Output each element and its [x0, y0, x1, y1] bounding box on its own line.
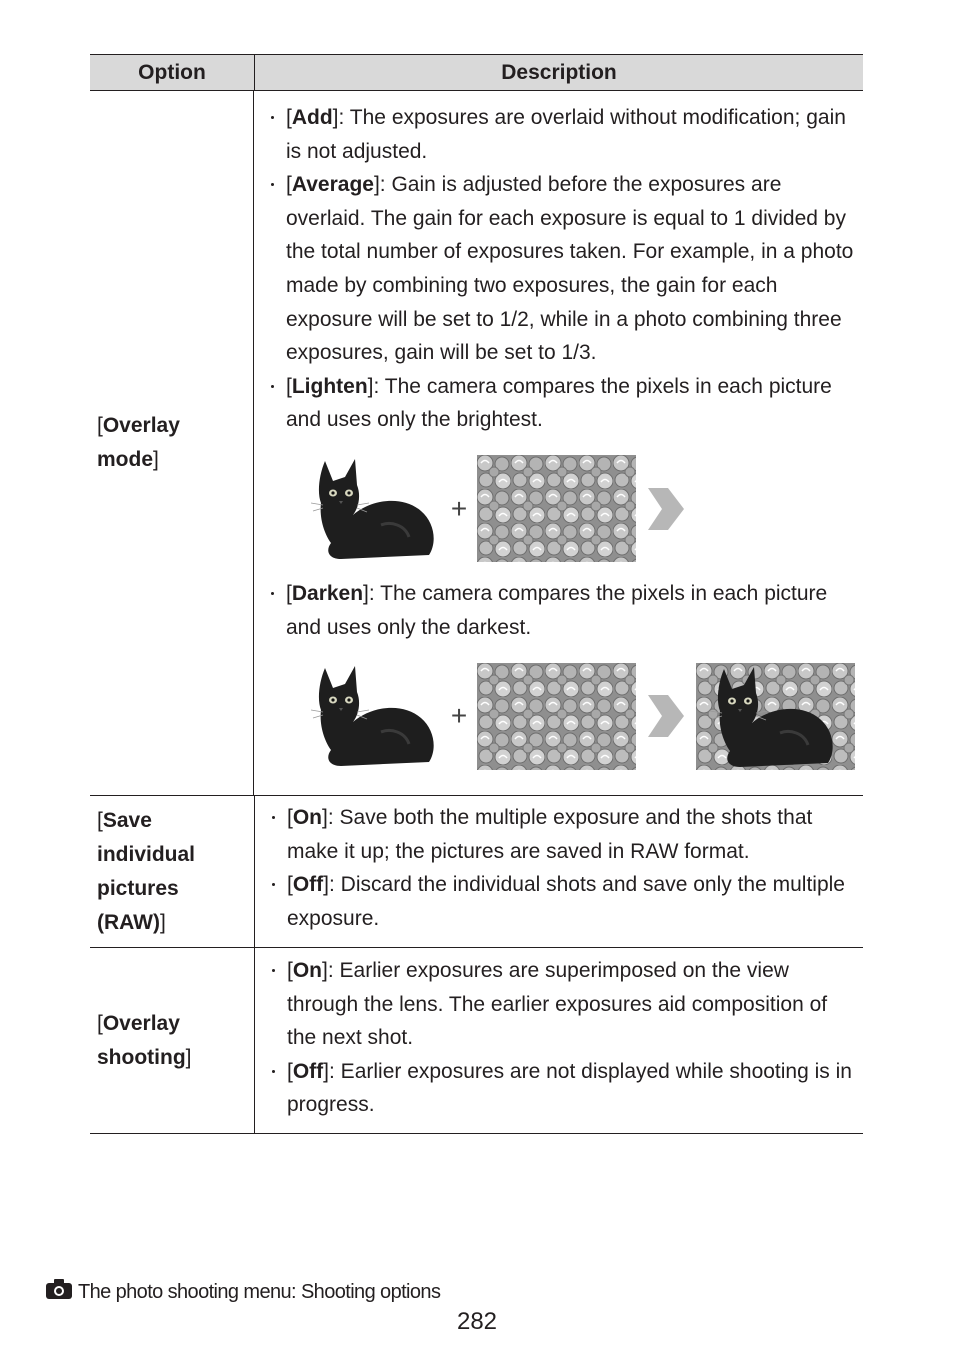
setting-key: On: [292, 806, 323, 829]
footer-breadcrumb[interactable]: [46, 1279, 440, 1305]
lighten-illustration: [266, 455, 855, 563]
cat-image: [311, 455, 441, 563]
darken-result-image: [696, 663, 855, 770]
page-number: 282: [456, 1308, 498, 1335]
petal-texture-image: [477, 663, 636, 770]
option-label-save-individual: [Save individual pictures (RAW)]: [97, 808, 196, 934]
option-name: Overlay mode: [97, 414, 180, 471]
setting-key: Lighten: [291, 374, 368, 398]
list-item-on: [On]: Save both the multiple exposure and the shots that make it up; the pictures are saved in RAW format.: [267, 801, 855, 868]
list-item-add: [Add]: The exposures are overlaid without modification; gain is not adjusted.: [266, 101, 855, 168]
setting-key: Darken: [291, 581, 364, 605]
list-item-off: [Off]: Discard the individual shots and save only the multiple exposure.: [267, 868, 855, 935]
setting-text: : Discard the individual shots and save only the multiple exposure.: [287, 873, 845, 930]
header-description: Description: [254, 55, 863, 90]
setting-key: Off: [292, 873, 324, 897]
table-row-overlay-shooting: [90, 948, 863, 1134]
header-option: Option: [138, 60, 206, 84]
setting-text: : The camera compares the pixels in each picture and uses only the brightest.: [286, 374, 832, 432]
option-name: Overlay shooting: [97, 1011, 186, 1069]
table-row-overlay-mode: [90, 91, 863, 796]
camera-icon: [46, 1279, 72, 1305]
setting-text: : Save both the multiple exposure and the shots that make it up; the pictures are saved in RAW format.: [287, 806, 813, 863]
cat-image: [311, 662, 441, 770]
option-name: Save individual pictures (RAW): [97, 808, 196, 934]
options-table: [90, 54, 863, 1134]
setting-key: Add: [291, 106, 333, 129]
arrow-right-icon: [636, 488, 696, 530]
list-item-average: [Average]: Gain is adjusted before the exposures are overlaid. The gain for each exposure is equal to 1 divided by the total number of exposures taken. For example, in a photo made by combining two exposures, the gain for each exposure will be set to 1/2, while in a photo combining three exposures, gain will be set to 1/3.: [266, 168, 855, 370]
section-title: The photo shooting menu: Shooting options: [78, 1280, 441, 1303]
lighten-result-image: [696, 455, 826, 563]
description-overlay-mode: [253, 91, 863, 795]
option-label-overlay-mode: [Overlay mode]: [97, 414, 180, 471]
table-row-save-individual: [90, 796, 863, 948]
petal-texture-image: [477, 455, 636, 562]
setting-text: : The exposures are overlaid without modification; gain is not adjusted.: [286, 106, 846, 163]
list-item-off: [Off]: Earlier exposures are not displayed while shooting is in progress.: [267, 1055, 855, 1122]
setting-text: : Earlier exposures are not displayed while shooting is in progress.: [287, 1059, 852, 1117]
setting-key: Off: [292, 1059, 324, 1083]
list-item-on: [On]: Earlier exposures are superimposed on the view through the lens. The earlier exposures aid composition of the next shot.: [267, 954, 855, 1055]
setting-key: Average: [291, 173, 374, 197]
list-item-lighten: [Lighten]: The camera compares the pixels in each picture and uses only the brightest.: [266, 370, 855, 437]
description-overlay-shooting: [254, 948, 863, 1133]
setting-text: : Earlier exposures are superimposed on the view through the lens. The earlier exposures aid composition of the next shot.: [287, 959, 828, 1050]
setting-text: : The camera compares the pixels in each picture and uses only the darkest.: [286, 581, 828, 639]
arrow-right-icon: [636, 695, 696, 737]
description-save-individual: [254, 796, 863, 947]
table-header: [90, 55, 863, 91]
plus-sign: +: [450, 700, 468, 732]
list-item-darken: [Darken]: The camera compares the pixels in each picture and uses only the darkest.: [266, 577, 855, 644]
setting-key: On: [292, 959, 323, 982]
option-label-overlay-shooting: [Overlay shooting]: [97, 1011, 192, 1069]
plus-sign: +: [450, 492, 468, 524]
darken-illustration: [266, 662, 855, 770]
setting-text: : Gain is adjusted before the exposures are overlaid. The gain for each exposure is equal to 1 divided by the total number of exposures taken. For example, in a photo made by combining two exposures, the gain for each exposure will be set to 1/2, while in a photo combining three exposures, gain will be set to 1/3.: [286, 173, 854, 365]
